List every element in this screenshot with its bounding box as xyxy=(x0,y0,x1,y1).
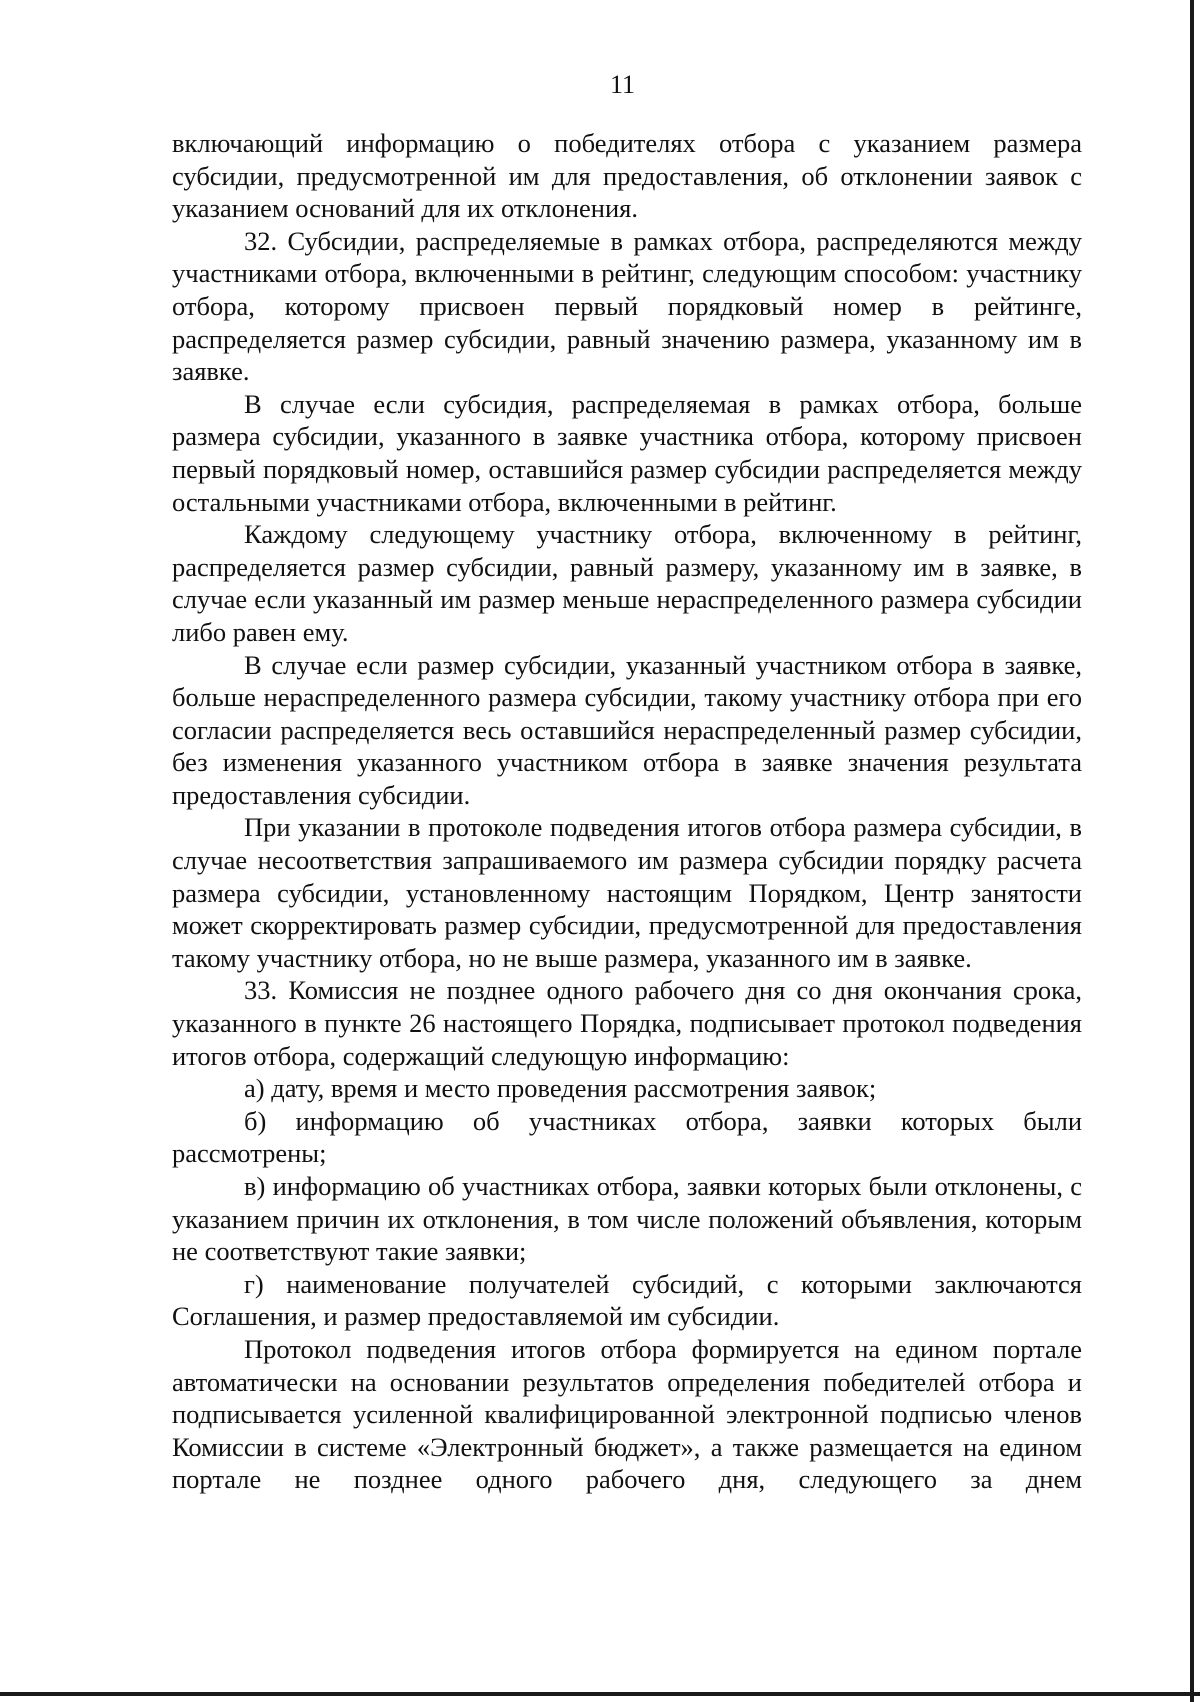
paragraph-continuation: включающий информацию о победителях отбора с указанием размера субсидии, предусмотренной им для предоставления, об отклонении заявок с указанием оснований для их отклонения. xyxy=(172,128,1082,224)
page-number: 11 xyxy=(609,70,636,99)
paragraph: При указании в протоколе подведения итогов отбора размера субсидии, в случае несоответствия запрашиваемого им размера субсидии порядку расчета размера субсидии, установленному настоящим Порядком, Центр занятости может скорректировать размер субсидии, предусмотренной для предоставления такому участнику отбора, но не выше размера, указанного им в заявке. xyxy=(172,812,1082,973)
scan-border-right xyxy=(1190,0,1194,1702)
list-item-a: а) дату, время и место проведения рассмотрения заявок; xyxy=(244,1073,877,1104)
list-item-g: г) наименование получателей субсидий, с которыми заключаются Соглашения, и размер предоставляемой им субсидии. xyxy=(172,1268,1082,1332)
document-body xyxy=(172,127,1082,1496)
paragraph-item-32: 32. Субсидии, распределяемые в рамках отбора, распределяются между участниками отбора, включенными в рейтинг, следующим способом: участнику отбора, которому присвоен первый порядковый номер в рейтинге, распределяется размер субсидии, равный значению размера, указанному им в заявке. xyxy=(172,225,1082,387)
scan-border-bottom xyxy=(0,1692,1200,1696)
paragraph: В случае если субсидия, распределяемая в рамках отбора, больше размера субсидии, указанного в заявке участника отбора, которому присвоен первый порядковый номер, оставшийся размер субсидии распределяется между остальными участниками отбора, включенными в рейтинг. xyxy=(172,388,1082,517)
paragraph: Каждому следующему участнику отбора, включенному в рейтинг, распределяется размер субсидии, равный размеру, указанному им в заявке, в случае если указанный им размер меньше нераспределенного размера субсидии либо равен ему. xyxy=(172,519,1082,647)
list-item-b: б) информацию об участниках отбора, заявки которых были рассмотрены; xyxy=(172,1105,1082,1169)
list-item-v: в) информацию об участниках отбора, заявки которых были отклонены, с указанием причин их отклонения, в том числе положений объявления, которым не соответствуют такие заявки; xyxy=(172,1171,1082,1267)
paragraph-protocol: Протокол подведения итогов отбора формируется на едином портале автоматически на основании результатов определения победителей отбора и подписывается усиленной квалифицированной электронной подписью членов Комиссии в системе «Электронный бюджет», а также размещается на едином портале не позднее одного рабочего дня, следующего за днем xyxy=(172,1333,1082,1495)
paragraph-item-33: 33. Комиссия не позднее одного рабочего дня со дня окончания срока, указанного в пункте 26 настоящего Порядка, подписывает протокол подведения итогов отбора, содержащий следующую информацию: xyxy=(172,975,1082,1071)
paragraph: В случае если размер субсидии, указанный участником отбора в заявке, больше нераспределенного размера субсидии, такому участнику отбора при его согласии распределяется весь оставшийся нераспределенный размер субсидии, без изменения указанного участником отбора в заявке значения результата предоставления субсидии. xyxy=(172,649,1082,810)
